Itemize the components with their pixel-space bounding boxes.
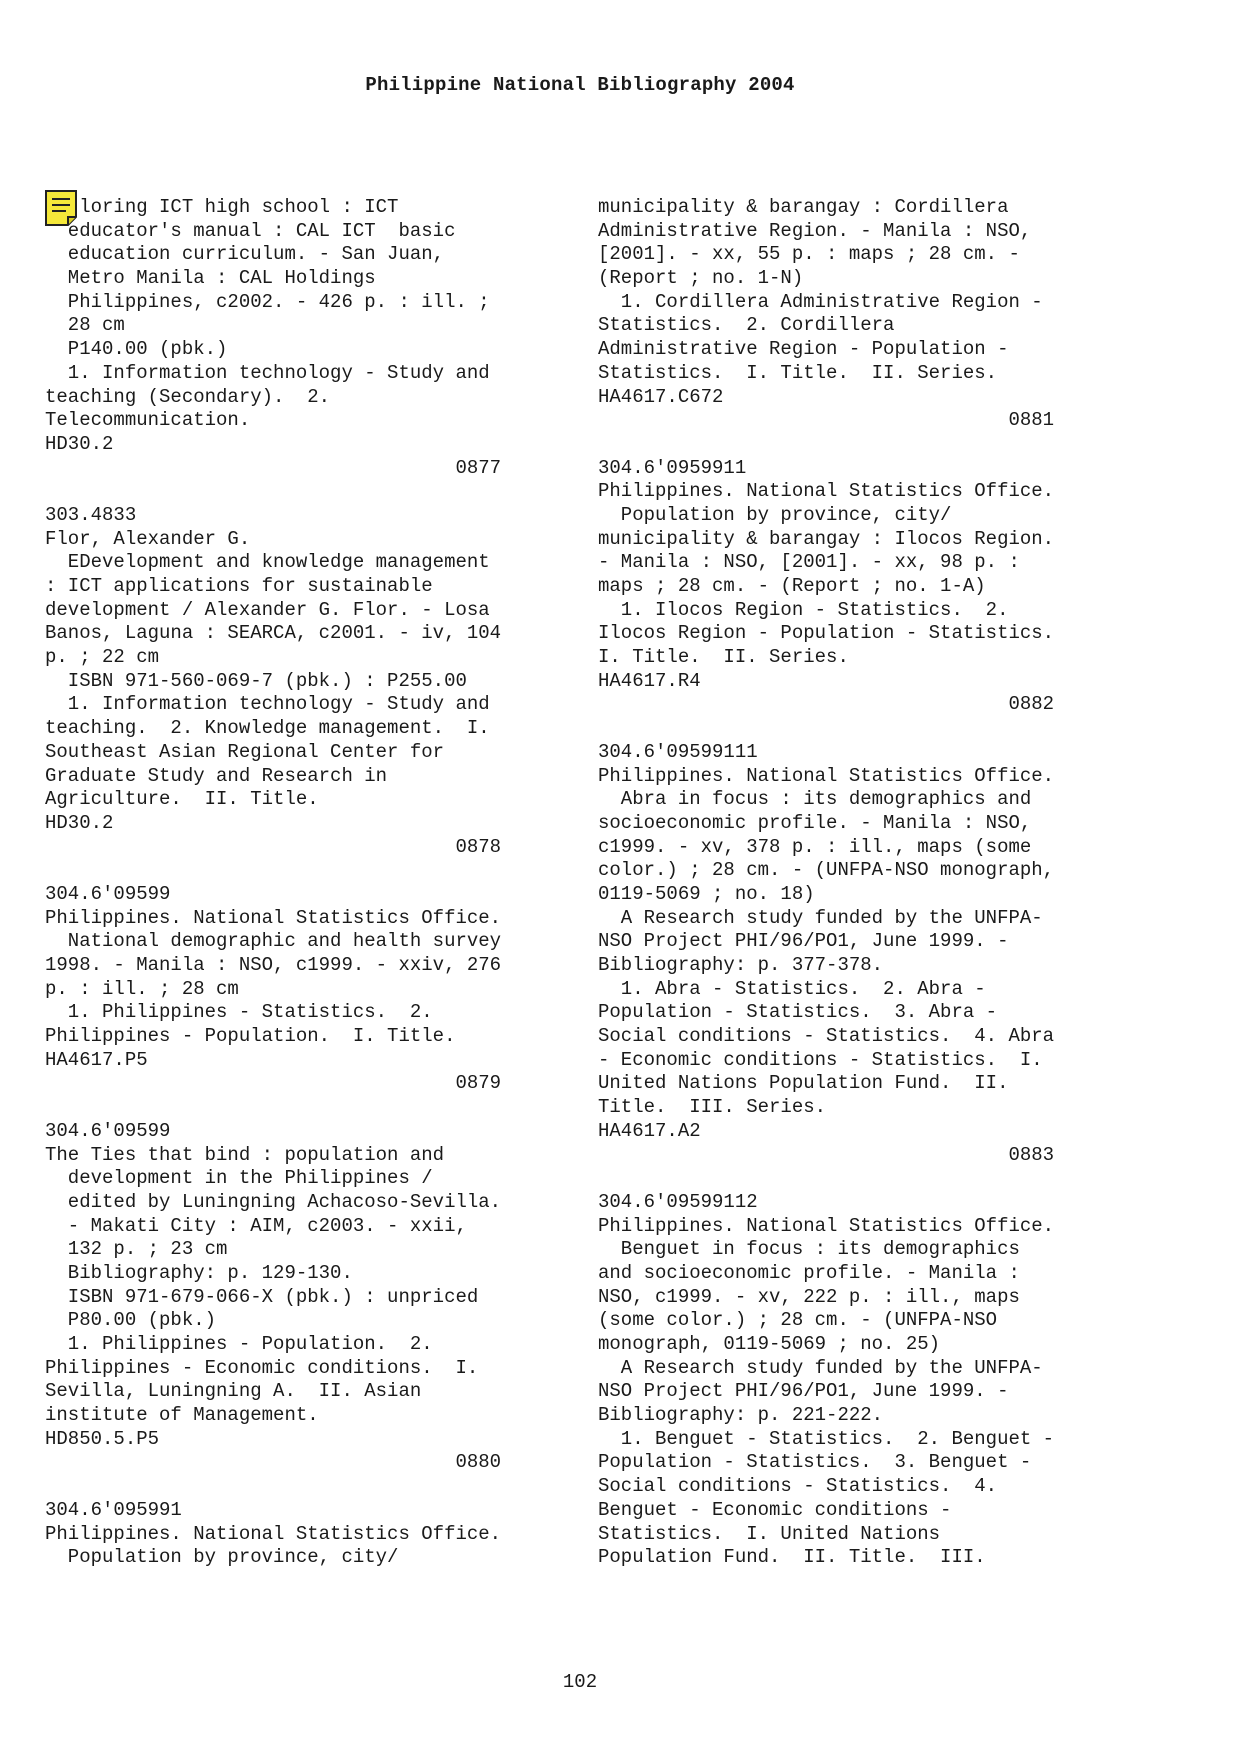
- text-line: Southeast Asian Regional Center for: [45, 740, 445, 763]
- text-line: P140.00 (pbk.): [45, 338, 228, 361]
- text-line: Population - Statistics. 3. Benguet -: [598, 1451, 1032, 1474]
- text-line: Philippines. National Statistics Office.: [45, 1522, 502, 1545]
- text-line: 132 p. ; 23 cm: [45, 1238, 228, 1261]
- text-line: 28 cm: [45, 314, 125, 337]
- text-line: 1. Cordillera Administrative Region -: [598, 290, 1043, 313]
- text-line: Graduate Study and Research in: [45, 764, 388, 787]
- text-line: monograph, 0119-5069 ; no. 25): [598, 1333, 941, 1355]
- text-line: NSO Project PHI/96/PO1, June 1999. -: [598, 930, 1009, 953]
- text-line: 0883: [598, 1143, 1055, 1166]
- text-line: [2001]. - xx, 55 p. : maps ; 28 cm. -: [598, 243, 1020, 266]
- text-line: socioeconomic profile. - Manila : NSO,: [598, 811, 1032, 834]
- text-line: edited by Luningning Achacoso-Sevilla.: [45, 1190, 502, 1213]
- text-line: institute of Management.: [45, 1404, 319, 1427]
- text-line: United Nations Population Fund. II.: [598, 1072, 1009, 1095]
- text-line: Population by province, city/: [598, 503, 952, 526]
- text-line: 304.6'09599111: [598, 740, 758, 763]
- text-line: 0119-5069 ; no. 18): [598, 882, 815, 905]
- text-line: Population by province, city/: [45, 1546, 399, 1569]
- text-line: Philippines, c2002. - 426 p. : ill. ;: [45, 290, 490, 313]
- text-line: 303.4833: [45, 503, 137, 526]
- text-line: (some color.) ; 28 cm. - (UNFPA-NSO: [598, 1309, 998, 1332]
- text-line: Statistics. I. Title. II. Series.: [598, 361, 998, 384]
- text-line: loring ICT high school : ICT: [45, 196, 399, 218]
- text-line: Bibliography: p. 377-378.: [598, 954, 884, 976]
- text-line: (Report ; no. 1-N): [598, 267, 804, 290]
- text-line: [45, 480, 550, 504]
- text-line: 1. Philippines - Population. 2.: [45, 1333, 433, 1355]
- text-line: Agriculture. II. Title.: [45, 788, 319, 811]
- text-line: Bibliography: p. 221-222.: [598, 1404, 884, 1427]
- text-line: - Economic conditions - Statistics. I.: [598, 1048, 1043, 1071]
- text-line: NSO, c1999. - xv, 222 p. : ill., maps: [598, 1285, 1020, 1308]
- text-line: p. ; 22 cm: [45, 646, 160, 669]
- text-line: EDevelopment and knowledge management: [45, 551, 490, 574]
- text-line: Benguet - Economic conditions -: [598, 1498, 952, 1521]
- text-line: Benguet in focus : its demographics: [598, 1238, 1020, 1261]
- text-line: Sevilla, Luningning A. II. Asian: [45, 1380, 422, 1403]
- text-line: Ilocos Region - Population - Statistics.: [598, 622, 1055, 645]
- text-line: - Manila : NSO, [2001]. - xx, 98 p. :: [598, 551, 1020, 574]
- text-line: [598, 717, 1103, 741]
- text-line: A Research study funded by the UNFPA-: [598, 906, 1043, 929]
- text-line: 1. Benguet - Statistics. 2. Benguet -: [598, 1427, 1055, 1450]
- text-line: 0882: [598, 693, 1055, 716]
- text-line: HA4617.P5: [45, 1048, 148, 1071]
- text-line: 0880: [45, 1451, 502, 1474]
- text-line: [45, 1096, 550, 1120]
- page-number: 102: [562, 1671, 598, 1693]
- text-line: Statistics. 2. Cordillera: [598, 314, 895, 337]
- text-line: 1. Ilocos Region - Statistics. 2.: [598, 598, 1009, 621]
- text-line: Administrative Region. - Manila : NSO,: [598, 219, 1032, 242]
- text-line: education curriculum. - San Juan,: [45, 243, 445, 266]
- text-line: 1. Philippines - Statistics. 2.: [45, 1001, 433, 1024]
- text-line: Metro Manila : CAL Holdings: [45, 267, 376, 290]
- text-line: Philippines - Population. I. Title.: [45, 1025, 456, 1048]
- text-line: development / Alexander G. Flor. - Losa: [45, 598, 490, 621]
- text-line: HA4617.A2: [598, 1119, 701, 1142]
- text-line: Population - Statistics. 3. Abra -: [598, 1001, 998, 1024]
- text-line: ISBN 971-560-069-7 (pbk.) : P255.00: [45, 669, 467, 692]
- text-line: municipality & barangay : Cordillera: [598, 196, 1009, 218]
- text-line: Philippines - Economic conditions. I.: [45, 1356, 479, 1379]
- text-line: teaching (Secondary). 2.: [45, 385, 331, 408]
- text-line: A Research study funded by the UNFPA-: [598, 1356, 1043, 1379]
- text-line: Telecommunication.: [45, 409, 251, 432]
- text-line: Philippines. National Statistics Office.: [598, 480, 1055, 503]
- text-line: 304.6'09599: [45, 1119, 171, 1142]
- text-line: HD850.5.P5: [45, 1427, 160, 1450]
- text-line: Social conditions - Statistics. 4.: [598, 1475, 998, 1498]
- text-line: p. : ill. ; 28 cm: [45, 977, 239, 1000]
- left-column: [45, 196, 550, 1570]
- text-line: Philippines. National Statistics Office.: [598, 1214, 1055, 1237]
- text-line: 1. Abra - Statistics. 2. Abra -: [598, 977, 986, 1000]
- text-line: Flor, Alexander G.: [45, 527, 251, 550]
- text-line: HD30.2: [45, 432, 114, 455]
- text-line: c1999. - xv, 378 p. : ill., maps (some: [598, 835, 1032, 858]
- text-line: 0878: [45, 835, 502, 858]
- text-line: development in the Philippines /: [45, 1167, 433, 1190]
- text-line: [45, 1475, 550, 1499]
- text-line: 0879: [45, 1072, 502, 1095]
- text-line: [598, 1167, 1103, 1191]
- text-line: 1998. - Manila : NSO, c1999. - xxiv, 276: [45, 954, 502, 976]
- text-line: HA4617.C672: [598, 385, 724, 408]
- text-line: educator's manual : CAL ICT basic: [45, 219, 456, 242]
- text-line: Population Fund. II. Title. III.: [598, 1546, 986, 1569]
- text-line: Philippines. National Statistics Office.: [45, 906, 502, 929]
- text-line: Title. III. Series.: [598, 1096, 827, 1119]
- text-line: maps ; 28 cm. - (Report ; no. 1-A): [598, 575, 986, 597]
- text-line: HA4617.R4: [598, 669, 701, 692]
- text-line: I. Title. II. Series.: [598, 646, 849, 669]
- text-line: 1. Information technology - Study and: [45, 361, 490, 384]
- text-line: [45, 859, 550, 883]
- text-line: National demographic and health survey: [45, 930, 502, 953]
- text-line: Abra in focus : its demographics and: [598, 788, 1032, 811]
- text-line: 304.6'09599112: [598, 1190, 758, 1213]
- page-title: Philippine National Bibliography 2004: [365, 74, 795, 96]
- text-line: Philippines. National Statistics Office.: [598, 764, 1055, 787]
- text-line: HD30.2: [45, 811, 114, 834]
- text-line: Social conditions - Statistics. 4. Abra: [598, 1025, 1055, 1048]
- text-line: NSO Project PHI/96/PO1, June 1999. -: [598, 1380, 1009, 1403]
- text-line: and socioeconomic profile. - Manila :: [598, 1261, 1020, 1284]
- text-line: Banos, Laguna : SEARCA, c2001. - iv, 104: [45, 622, 502, 645]
- text-line: 0881: [598, 409, 1055, 432]
- text-line: 304.6'095991: [45, 1498, 182, 1521]
- text-line: Statistics. I. United Nations: [598, 1522, 941, 1545]
- text-line: - Makati City : AIM, c2003. - xxii,: [45, 1214, 467, 1237]
- text-line: ISBN 971-679-066-X (pbk.) : unpriced: [45, 1285, 479, 1308]
- right-column: [598, 196, 1103, 1570]
- text-line: municipality & barangay : Ilocos Region.: [598, 527, 1055, 550]
- text-line: teaching. 2. Knowledge management. I.: [45, 717, 490, 740]
- text-line: 1. Information technology - Study and: [45, 693, 490, 716]
- text-line: : ICT applications for sustainable: [45, 575, 433, 597]
- text-line: Administrative Region - Population -: [598, 338, 1009, 361]
- text-line: P80.00 (pbk.): [45, 1309, 217, 1332]
- text-line: 0877: [45, 456, 502, 479]
- text-line: 304.6'0959911: [598, 456, 747, 479]
- text-line: [598, 433, 1103, 457]
- text-line: Bibliography: p. 129-130.: [45, 1261, 353, 1284]
- text-line: The Ties that bind : population and: [45, 1143, 445, 1166]
- text-line: 304.6'09599: [45, 882, 171, 905]
- text-line: color.) ; 28 cm. - (UNFPA-NSO monograph,: [598, 859, 1055, 882]
